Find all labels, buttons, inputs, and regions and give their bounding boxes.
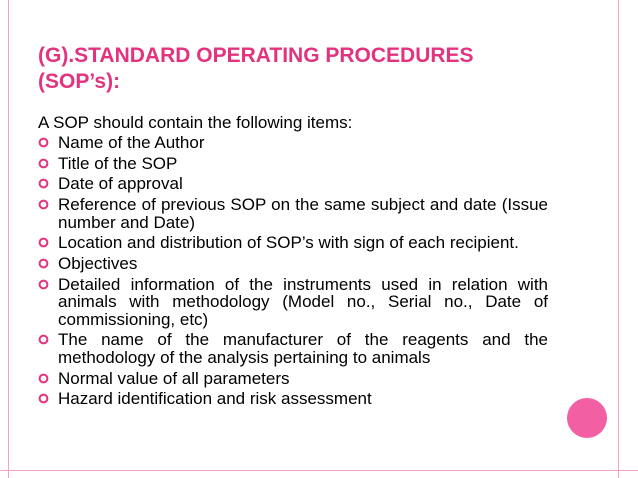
list-item	[38, 276, 548, 329]
frame-left-line	[8, 0, 9, 478]
list-item-text: Location and distribution of SOP’s with sign of each recipient.	[58, 233, 519, 253]
hollow-ring-bullet-icon	[38, 158, 49, 169]
list-item-text: Objectives	[58, 253, 138, 273]
bullet-list	[38, 134, 548, 411]
hollow-ring-bullet-icon	[38, 199, 49, 210]
list-item-text: Detailed information of the instruments used in relation with animals with methodology (Model no., Serial no., Date of commissioning, etc)	[58, 274, 548, 329]
list-item	[38, 175, 548, 193]
list-item	[38, 255, 548, 273]
list-item	[38, 390, 548, 408]
hollow-ring-bullet-icon	[38, 334, 49, 345]
list-item-text: Reference of previous SOP on the same subject and date (Issue number and Date)	[58, 195, 548, 232]
slide-title: (G).STANDARD OPERATING PROCEDURES (SOP’s):	[38, 44, 474, 93]
hollow-ring-bullet-icon	[38, 393, 49, 404]
hollow-ring-bullet-icon	[38, 373, 49, 384]
list-item-text: Title of the SOP	[58, 153, 178, 173]
pink-circle-icon	[567, 398, 607, 438]
hollow-ring-bullet-icon	[38, 137, 49, 148]
list-item-text: Date of approval	[58, 174, 183, 194]
intro-text: A SOP should contain the following items:	[38, 113, 353, 132]
list-item	[38, 370, 548, 388]
list-item-text: Name of the Author	[58, 133, 205, 152]
hollow-ring-bullet-icon	[38, 237, 49, 248]
list-item	[38, 155, 548, 173]
list-item-text: Normal value of all parameters	[58, 368, 290, 388]
list-item	[38, 134, 548, 152]
list-item	[38, 234, 548, 252]
list-item-text: The name of the manufacturer of the reagents and the methodology of the analysis pertaining to animals	[58, 330, 548, 367]
list-item-text: Hazard identification and risk assessment	[58, 389, 372, 409]
list-item	[38, 196, 548, 231]
frame-right-line	[618, 0, 619, 478]
hollow-ring-bullet-icon	[38, 258, 49, 269]
hollow-ring-bullet-icon	[38, 279, 49, 290]
hollow-ring-bullet-icon	[38, 178, 49, 189]
frame-bottom-line	[0, 470, 638, 471]
list-item	[38, 331, 548, 366]
